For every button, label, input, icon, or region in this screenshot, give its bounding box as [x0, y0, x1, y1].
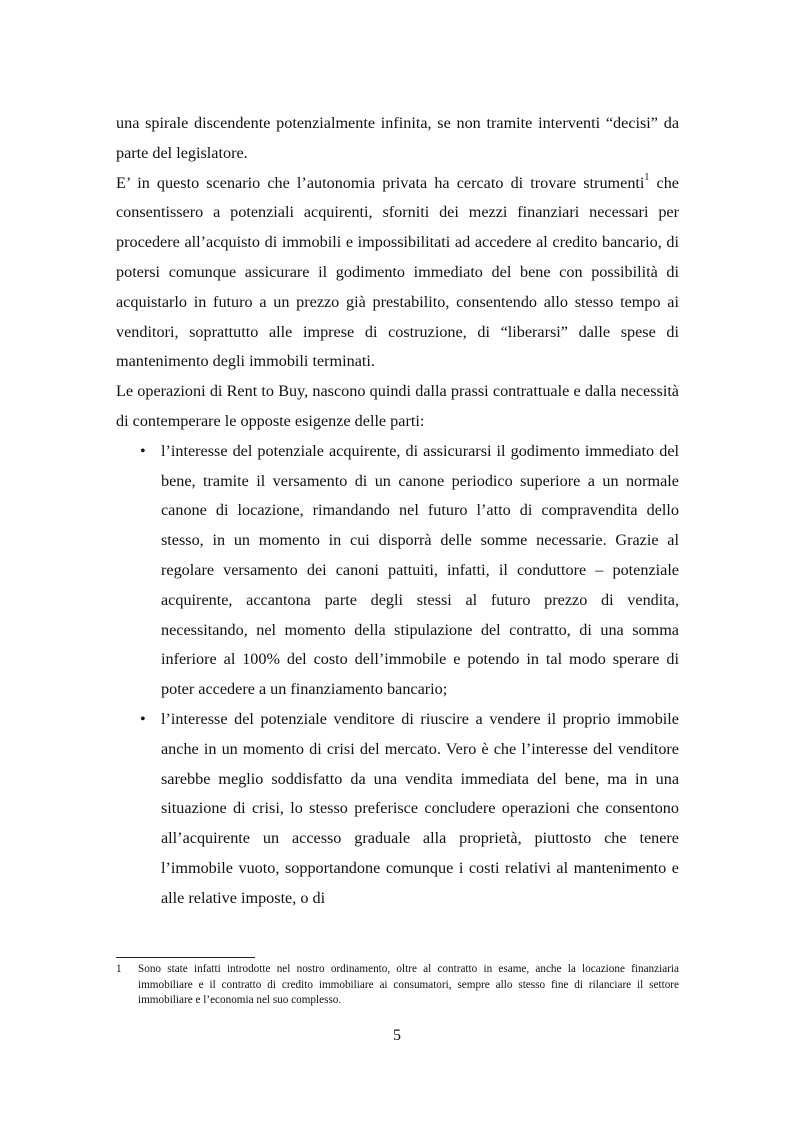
- paragraph-2: [116, 169, 679, 378]
- footnote-separator: [116, 957, 255, 958]
- page-number: 5: [393, 1027, 401, 1044]
- footnote-reference[interactable]: 1: [644, 172, 650, 184]
- paragraph-3: Le operazioni di Rent to Buy, nascono quindi dalla prassi contrattuale e dalla necessità di contemperare le opposte esigenze delle parti:: [116, 382, 679, 430]
- paragraph-2-text-end: che consentissero a potenziali acquirenti, sforniti dei mezzi finanziari necessari per procedere all’acquisto di immobili e impossibilitati ad accedere al credito bancario, di potersi comunque assicurare il godimento immediato del bene con possibilità di acquistarlo in futuro a un prezzo già prestabilito, consentendo allo stesso tempo ai venditori, soprattutto alle imprese di costruzione, di “liberarsi” dalle spese di mantenimento degli immobili terminati.: [116, 173, 679, 371]
- bullet-item-text: l’interesse del potenziale venditore di riuscire a vendere il proprio immobile anche in un momento di crisi del mercato. Vero è che l’interesse del venditore sarebbe meglio soddisfatto da una vendita immediata del bene, ma in una situazione di crisi, lo stesso preferisce concludere operazioni che consentono all’acquirente un accesso graduale alla proprietà, piuttosto che tenere l’immobile vuoto, sopportandone comunque i costi relativi al mantenimento e alle relative imposte, o di: [161, 709, 679, 907]
- bullet-item-buyer-interest: [116, 437, 679, 705]
- bullet-icon: •: [140, 709, 146, 728]
- bullet-list: [116, 437, 679, 914]
- paragraph-1: una spirale discendente potenzialmente infinita, se non tramite interventi “decisi” da parte del legislatore.: [116, 114, 679, 162]
- footnote-number: 1: [116, 963, 122, 975]
- footnote: [116, 962, 679, 1009]
- paragraph-2-text-start: E’ in questo scenario che l’autonomia privata ha cercato di trovare strumenti: [116, 173, 645, 192]
- bullet-item-seller-interest: [116, 705, 679, 914]
- body-text: [116, 109, 679, 914]
- footnote-text: Sono state infatti introdotte nel nostro ordinamento, oltre al contratto in esame, anche la locazione finanziaria immobiliare e il contratto di credito immobiliare ai consumatori, sempre allo stesso fine di rilanciare il settore immobiliare e l’economia nel suo complesso.: [138, 963, 679, 1006]
- bullet-icon: •: [140, 441, 146, 460]
- bullet-item-text: l’interesse del potenziale acquirente, di assicurarsi il godimento immediato del bene, tramite il versamento di un canone periodico superiore a un normale canone di locazione, rimandando nel futuro l’atto di compravendita dello stesso, in un momento in cui disporrà delle somme necessarie. Grazie al regolare versamento dei canoni pattuiti, infatti, il conduttore – potenziale acquirente, accantona parte degli stessi al futuro prezzo di vendita, necessitando, nel momento della stipulazione del contratto, di una somma inferiore al 100% del costo dell’immobile e potendo in tal modo sperare di poter accedere a un finanziamento bancario;: [161, 441, 679, 699]
